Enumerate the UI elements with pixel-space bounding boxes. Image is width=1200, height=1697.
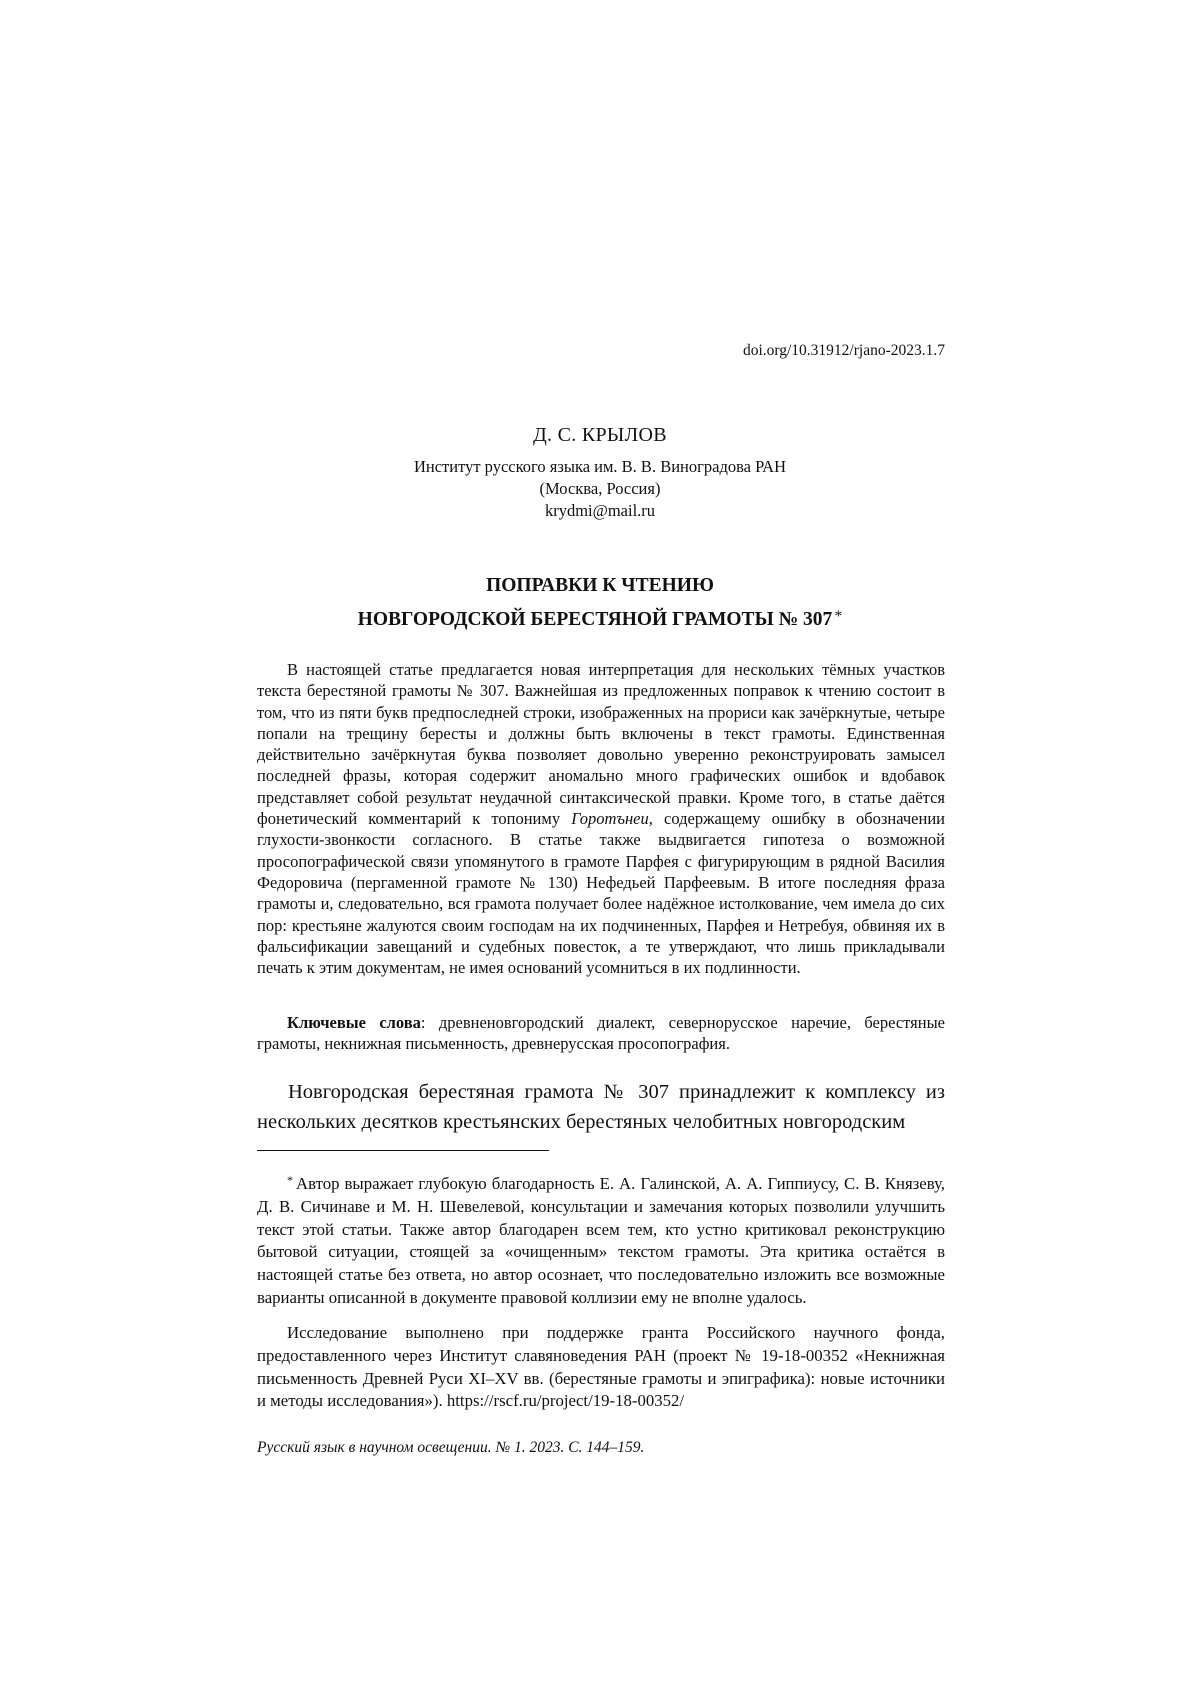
abstract bbox=[257, 659, 945, 978]
abstract-part-1: В настоящей статье предлагается новая интерпретация для нескольких тёмных участков текста берестяной грамоты № 307. Важнейшая из предложенных поправок к чтению состоит в том, что из пяти букв предпоследней строки, изображенных на прориси как зачёркнутые, четыре попали на трещину бересты и должны быть включены в текст грамоты. Единственная действительно зачёркнутая буква позволяет довольно уверенно реконструировать замысел последней фразы, которая содержит аномально много графических ошибок и вдобавок представляет собой результат неудачной синтаксической правки. Кроме того, в статье даётся фонетический комментарий к топониму bbox=[257, 660, 945, 829]
keywords-text: : древненовгородский диалект, севернорусское наречие, берестяные грамоты, некнижная письменность, древнерусская просопография. bbox=[257, 1013, 945, 1054]
author-name: Д. С. КРЫЛОВ bbox=[533, 424, 667, 446]
footnote-1-text: Автор выражает глубокую благодарность Е. А. Галинской, А. А. Гиппиусу, С. В. Князеву, Д. В. Сичинаве и М. Н. Шевелевой, консультации и замечания которых позволили улучшить текст этой статьи. Также автор благодарен всем тем, кто устно критиковал реконструкцию бытовой ситуации, стоящей за «очищенным» текстом грамоты. Эта критика остаётся в настоящей статье без ответа, но автор осознает, что последовательно изложить все возможные варианты описанной в документе правовой коллизии ему не вполне удалось. bbox=[257, 1174, 945, 1307]
title-line-2 bbox=[0, 601, 1200, 635]
abstract-part-2: , содержащему ошибку в обозначении глухости-звонкости согласного. В статье также выдвигается гипотеза о возможной просопографической связи упомянутого в грамоте Парфея с фигурирующим в рядной Василия Федоровича (пергаменной грамоте № 130) Нефедьей Парфеевым. В итоге последняя фраза грамоты и, следовательно, вся грамота получает более надёжное истолкование, чем имела до сих пор: крестьяне жалуются своим господам на их подчиненных, Парфея и Нетребуя, обвиняя их в фальсификации завещаний и судебных повесток, а те утверждают, что лишь прикладывали печать к этим документам, не имея оснований усомниться в их подлинности. bbox=[257, 809, 945, 978]
footnote-divider bbox=[257, 1150, 549, 1151]
location: (Москва, Россия) bbox=[539, 479, 661, 498]
title-line-1: ПОПРАВКИ К ЧТЕНИЮ bbox=[486, 575, 714, 596]
footnote-1 bbox=[257, 1169, 945, 1310]
abstract-toponym: Горотънеи bbox=[571, 809, 649, 829]
author-affiliation bbox=[0, 456, 1200, 522]
journal-citation: Русский язык в научном освещении. № 1. 2023. С. 144–159. bbox=[257, 1439, 645, 1456]
keywords bbox=[257, 1012, 945, 1055]
footnote-marker: * bbox=[287, 1173, 293, 1187]
article-title bbox=[0, 570, 1200, 635]
footnote-2: Исследование выполнено при поддержке гранта Российского научного фонда, предоставленного через Институт славяноведения РАН (проект № 19-18-00352 «Некнижная письменность Древней Руси XI–XV вв. (берестяные грамоты и эпиграфика): новые источники и методы исследования»). https://rscf.ru/project/19-18-00352/ bbox=[257, 1323, 945, 1411]
doi-line[interactable]: doi.org/10.31912/rjano-2023.1.7 bbox=[742, 342, 945, 359]
keywords-label: Ключевые слова bbox=[287, 1013, 421, 1032]
institution: Институт русского языка им. В. В. Виноградова РАН bbox=[413, 457, 787, 476]
body-paragraph: Новгородская берестяная грамота № 307 принадлежит к комплексу из нескольких десятков крестьянских берестяных челобитных новгородским bbox=[257, 1081, 945, 1133]
title-footnote-marker[interactable]: * bbox=[834, 608, 843, 625]
title-line-2-text: НОВГОРОДСКОЙ БЕРЕСТЯНОЙ ГРАМОТЫ № 307 bbox=[357, 609, 833, 630]
author-email[interactable]: krydmi@mail.ru bbox=[544, 501, 656, 520]
